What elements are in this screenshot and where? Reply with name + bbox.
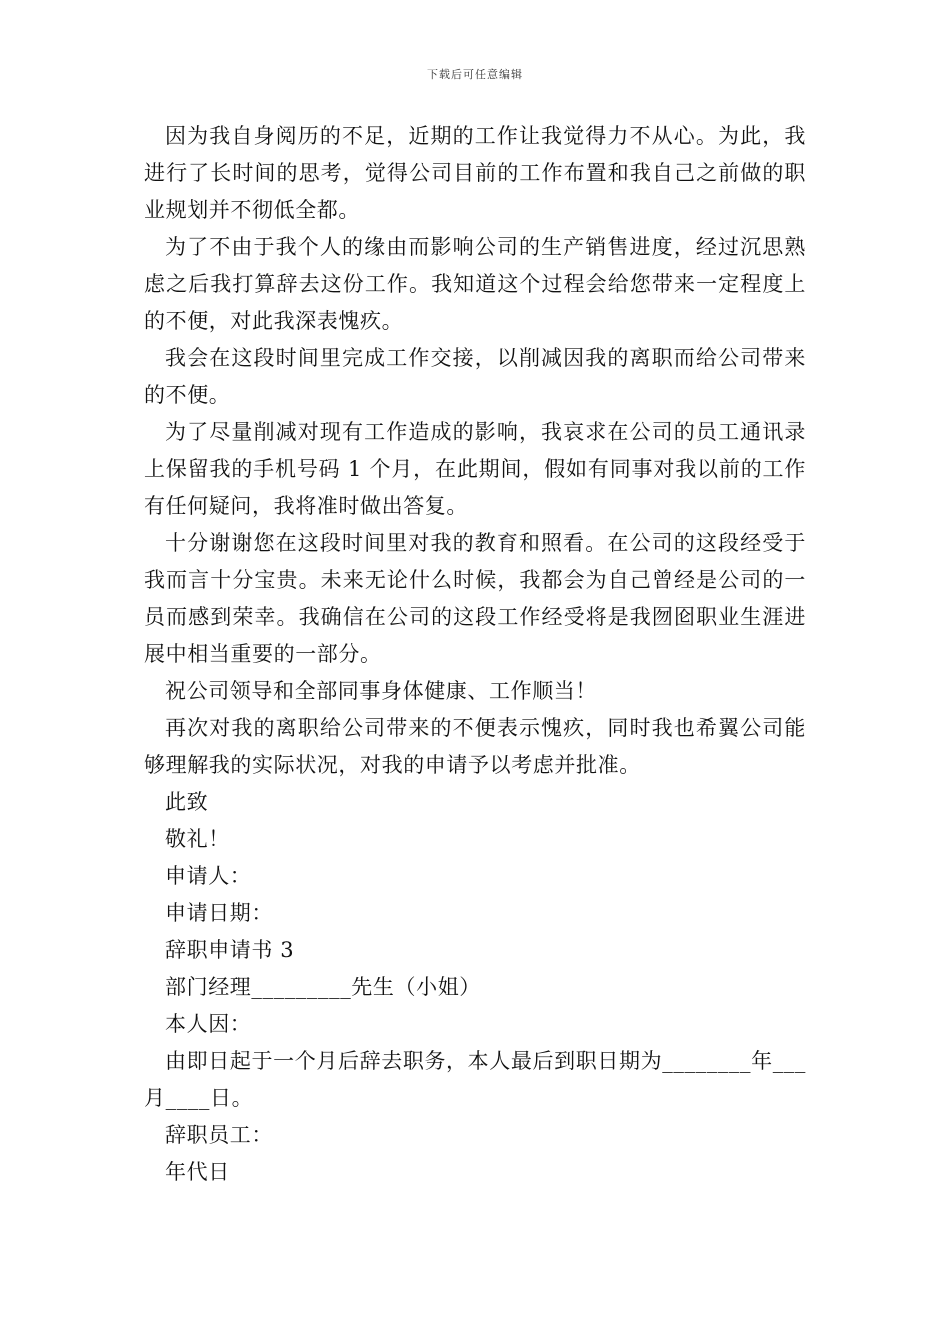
resignation-date-paragraph: 由即日起于一个月后辞去职务，本人最后到职日期为________年___月____日。 [144,1049,806,1110]
paragraph-5: 十分谢谢您在这段时间里对我的教育和照看。在公司的这段经受于我而言十分宝贵。未来无论什么时候，我都会为自己曾经是公司的一员而感到荣幸。我确信在公司的这段工作经受将是我囫囵职业生涯进展中相当重要的一部分。 [144,531,806,666]
reason-label: 本人因： [165,1012,252,1036]
paragraph-4: 为了尽量削减对现有工作造成的影响，我哀求在公司的员工通讯录上保留我的手机号码 1 个月，在此期间，假如有同事对我以前的工作有任何疑问，我将准时做出答复。 [144,420,806,518]
addressee-line: 部门经理_________先生（小姐） [165,975,481,999]
application-date-label: 申请日期： [165,901,273,925]
closing-regards: 敬礼！ [165,827,230,851]
paragraph-6: 祝公司领导和全部同事身体健康、工作顺当！ [165,679,597,703]
paragraph-1: 因为我自身阅历的不足，近期的工作让我觉得力不从心。为此，我进行了长时间的思考，觉得公司目前的工作布置和我自己之前做的职业规划并不彻低全都。 [144,124,806,222]
paragraph-3: 我会在这段时间里完成工作交接，以削减因我的离职而给公司带来的不便。 [144,346,806,407]
date-label: 年代日 [165,1160,230,1184]
section-title: 辞职申请书 3 [165,938,295,962]
paragraph-7: 再次对我的离职给公司带来的不便表示愧疚，同时我也希翼公司能够理解我的实际状况，对我的申请予以考虑并批准。 [144,716,806,777]
page-header-note: 下载后可任意编辑 [427,68,523,81]
applicant-label: 申请人： [165,864,252,888]
closing-salutation: 此致 [165,790,209,814]
document-body [144,118,806,1191]
resigning-employee-label: 辞职员工： [165,1123,273,1147]
paragraph-2: 为了不由于我个人的缘由而影响公司的生产销售进度，经过沉思熟虑之后我打算辞去这份工作。我知道这个过程会给您带来一定程度上的不便，对此我深表愧疚。 [144,235,806,333]
